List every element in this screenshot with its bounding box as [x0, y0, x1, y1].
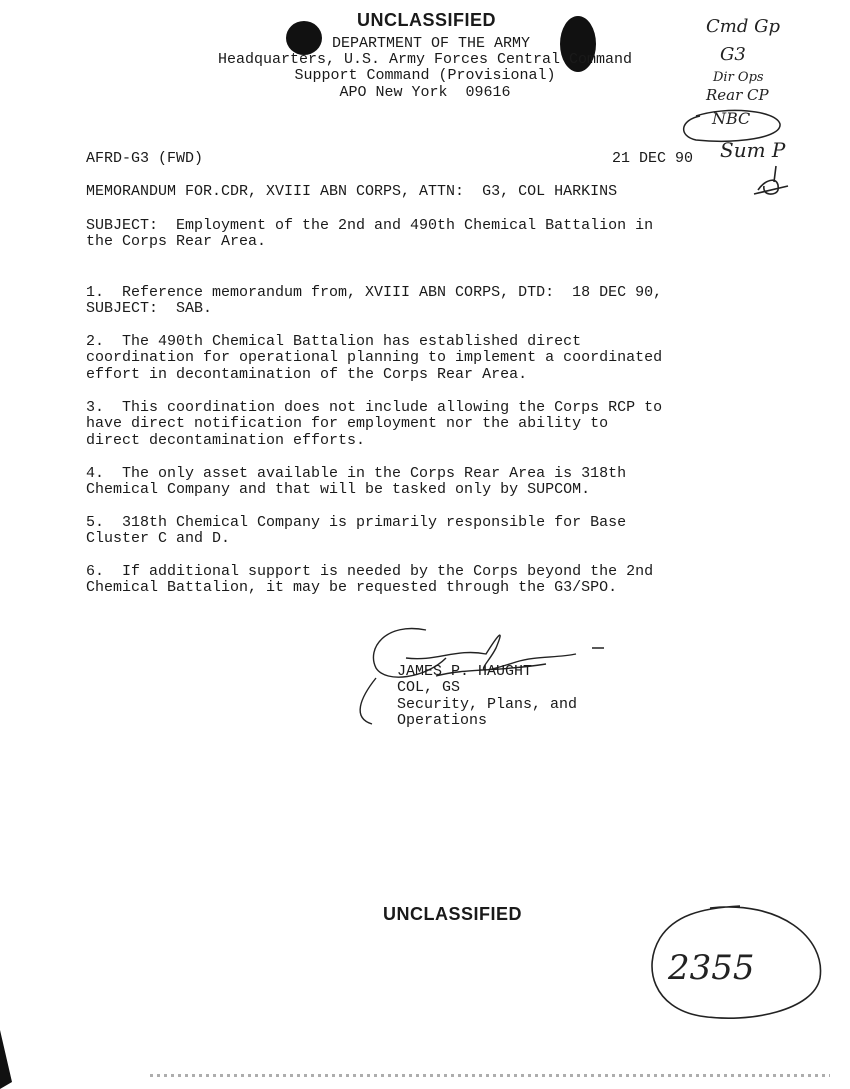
letterhead-department: DEPARTMENT OF THE ARMY — [331, 35, 531, 52]
memorandum-for: MEMORANDUM FOR.CDR, XVIII ABN CORPS, ATTN: G3, COL HARKINS — [86, 183, 618, 200]
handwritten-document-number: 2355 — [668, 948, 755, 988]
paragraph-3-line-1: 3. This coordination does not include allowing the Corps RCP to — [86, 399, 663, 416]
signature-rank: COL, GS — [397, 679, 461, 696]
paragraph-1-line-1: 1. Reference memorandum from, XVIII ABN CORPS, DTD: 18 DEC 90, — [86, 284, 663, 301]
paragraph-2-line-1: 2. The 490th Chemical Battalion has established direct — [86, 333, 582, 350]
signature-title-1: Security, Plans, and — [397, 696, 578, 713]
paragraph-5-line-2: Cluster C and D. — [86, 530, 231, 547]
letterhead-apo: APO New York 09616 — [339, 84, 511, 101]
memo-date: 21 DEC 90 — [612, 150, 694, 167]
office-symbol: AFRD-G3 (FWD) — [86, 150, 204, 167]
handwritten-initial-mark — [752, 164, 792, 200]
paragraph-4-line-1: 4. The only asset available in the Corps Rear Area is 318th — [86, 465, 627, 482]
handwritten-dir-ops: Dir Ops — [713, 70, 764, 85]
paragraph-3-line-3: direct decontamination efforts. — [86, 432, 366, 449]
paragraph-2-line-3: effort in decontamination of the Corps Rear Area. — [86, 366, 528, 383]
scan-noise-bottom — [150, 1074, 830, 1077]
handwritten-summary: Sum P — [720, 138, 786, 162]
classification-top: UNCLASSIFIED — [357, 10, 497, 30]
subject-line-1: SUBJECT: Employment of the 2nd and 490th Chemical Battalion in — [86, 217, 654, 234]
handwritten-nbc: NBC — [712, 109, 751, 128]
paragraph-6-line-2: Chemical Battalion, it may be requested through the G3/SPO. — [86, 579, 618, 596]
paragraph-2-line-2: coordination for operational planning to implement a coordinated — [86, 349, 663, 366]
paragraph-4-line-2: Chemical Company and that will be tasked only by SUPCOM. — [86, 481, 591, 498]
paragraph-6-line-1: 6. If additional support is needed by the Corps beyond the 2nd — [86, 563, 654, 580]
handwritten-rear-cp: Rear CP — [706, 86, 769, 104]
classification-bottom: UNCLASSIFIED — [383, 904, 523, 924]
scan-edge-mark — [0, 1030, 30, 1089]
paragraph-1-line-2: SUBJECT: SAB. — [86, 300, 213, 317]
signature-name: JAMES P. HAUGHT — [397, 663, 533, 680]
subject-line-2: the Corps Rear Area. — [86, 233, 267, 250]
paragraph-3-line-2: have direct notification for employment nor the ability to — [86, 415, 609, 432]
paragraph-5-line-1: 5. 318th Chemical Company is primarily responsible for Base — [86, 514, 627, 531]
signature-title-2: Operations — [397, 712, 488, 729]
handwritten-g3: G3 — [720, 44, 746, 65]
letterhead-command: Support Command (Provisional) — [294, 67, 556, 84]
handwritten-cmd-gp: Cmd Gp — [706, 16, 780, 37]
letterhead-headquarters: Headquarters, U.S. Army Forces Central Command — [217, 51, 633, 68]
